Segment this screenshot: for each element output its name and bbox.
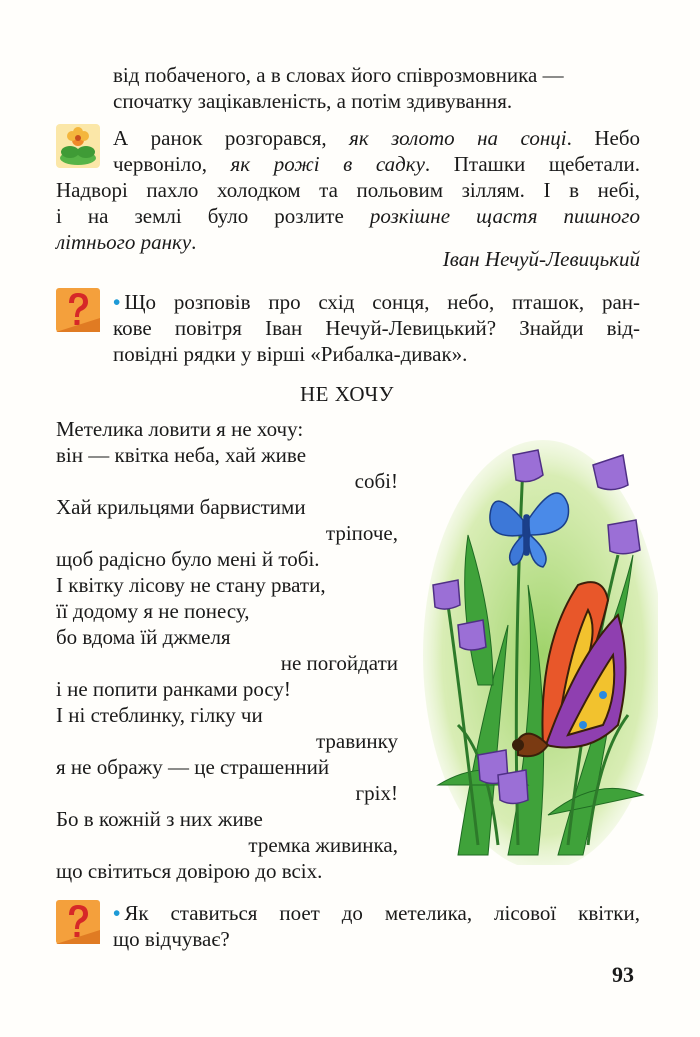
poem-line: гріх! xyxy=(355,781,398,805)
poem-line: тремка живинка, xyxy=(248,833,398,857)
intro-line-2: спочатку зацікавленість, а потім здивування. xyxy=(113,89,513,113)
quote-line-4: і на землі було розлите розкішне щастя пишного xyxy=(56,204,640,228)
poem-line: собі! xyxy=(354,469,398,493)
poem-line: Бо в кожній з них живе xyxy=(56,807,263,831)
poem-line: що світиться довірою до всіх. xyxy=(56,859,323,883)
poem-line: бо вдома їй джмеля xyxy=(56,625,231,649)
poem-line: травинку xyxy=(315,729,398,753)
question1-line-2: кове повітря Іван Нечуй-Левицький? Знайди від- xyxy=(113,316,640,340)
poem-line: її додому я не понесу, xyxy=(56,599,250,623)
poem-line: І ні стеблинку, гілку чи xyxy=(56,703,263,727)
poem-title: НЕ ХОЧУ xyxy=(300,382,395,406)
poem-line: він — квітка неба, хай живе xyxy=(56,443,307,467)
poem-line: тріпоче, xyxy=(325,521,398,545)
question2-line-2: що відчуває? xyxy=(113,927,230,951)
poem-line: Хай крильцями барвистими xyxy=(56,495,306,519)
question1-line-1: • Що розповів про схід сонця, небо, пташок, ран- xyxy=(113,290,640,314)
poem-line: І квітку лісову не стану рвати, xyxy=(56,573,326,597)
question-icon xyxy=(56,288,100,332)
poem-line: я не ображу — це страшенний xyxy=(56,755,330,779)
quote-author: Іван Нечуй-Левицький xyxy=(442,247,640,271)
quote-line-2: червоніло, як рожі в садку. Пташки щебетали. xyxy=(113,152,640,176)
quote-line-5: літнього ранку. xyxy=(56,230,197,254)
page-number: 93 xyxy=(612,962,634,987)
flower-icon xyxy=(56,124,100,168)
question1-line-3: повідні рядки у вірші «Рибалка-дивак». xyxy=(113,342,468,366)
poem-line: щоб радісно було мені й тобі. xyxy=(56,547,320,571)
intro-line-1: від побаченого, а в словах його співрозмовника — xyxy=(113,63,564,87)
question2-line-1: • Як ставиться поет до метелика, лісової квітки, xyxy=(113,901,640,925)
quote-line-1: А ранок розгорався, як золото на сонці. Небо xyxy=(113,126,640,150)
question-icon xyxy=(56,900,100,944)
poem-line: не погойдати xyxy=(280,651,398,675)
poem-line: Метелика ловити я не хочу: xyxy=(56,417,304,441)
poem-line: і не попити ранками росу! xyxy=(56,677,291,701)
quote-line-3: Надворі пахло холодком та польовим зіллям. І в небі, xyxy=(56,178,640,202)
butterfly-illustration xyxy=(418,425,658,865)
